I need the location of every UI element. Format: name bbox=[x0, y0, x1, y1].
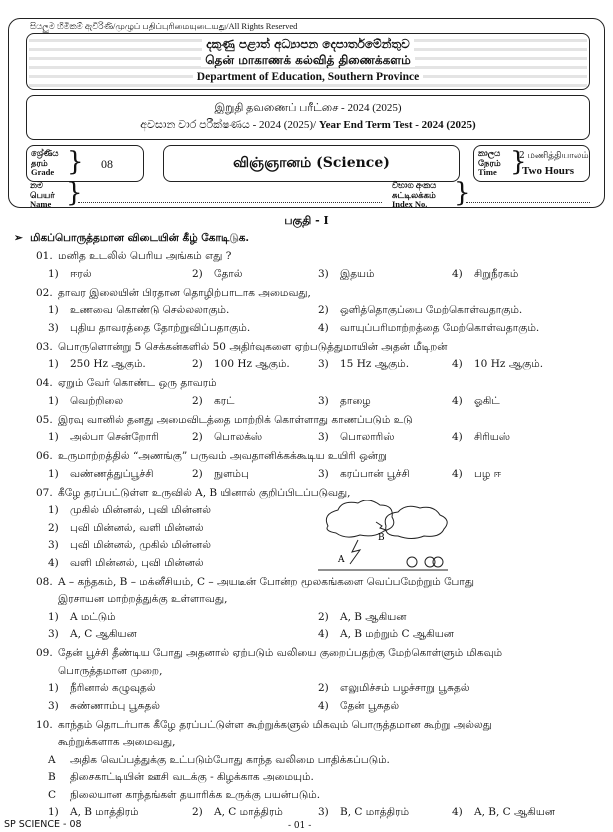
grade-label-si: ශ්‍රේණිය bbox=[31, 148, 59, 158]
option-number: 1) bbox=[48, 267, 59, 280]
question-text bbox=[36, 250, 231, 263]
dept-english: Department of Education, Southern Province bbox=[193, 71, 423, 83]
question-line: இரசாயன மாற்றத்துக்கு உள்ளாவது, bbox=[58, 593, 228, 605]
statement-text: அதிக வெப்பத்துக்கு உட்படும்போது காந்த வலிமை பாதிக்கப்படும். bbox=[70, 753, 390, 766]
statement-b bbox=[48, 771, 588, 784]
statement-a bbox=[48, 754, 588, 767]
options-row bbox=[48, 806, 588, 819]
option-number: 3) bbox=[318, 267, 329, 280]
option-number: 4) bbox=[452, 467, 463, 480]
option-text: சிரியஸ் bbox=[474, 431, 511, 443]
option-3[interactable] bbox=[318, 358, 452, 371]
option-number: 3) bbox=[48, 699, 59, 712]
dept-tamil-row bbox=[27, 53, 589, 69]
options-row bbox=[48, 611, 588, 624]
option-1[interactable] bbox=[48, 468, 192, 481]
option-number: 1) bbox=[48, 610, 59, 623]
options-row bbox=[48, 700, 588, 713]
option-number: 4) bbox=[318, 321, 329, 334]
option-number: 3) bbox=[318, 806, 329, 818]
question-text bbox=[36, 719, 492, 732]
option-text: 250 Hz ஆகும். bbox=[70, 358, 146, 370]
option-2[interactable] bbox=[48, 522, 320, 535]
option-text: ஓகிட் bbox=[474, 394, 500, 407]
option-text: A, C ஆகியன bbox=[70, 628, 137, 640]
question-line: தாவர இலையின் பிரதான தொழிற்பாடாக அமைவது, bbox=[58, 286, 311, 299]
question-text bbox=[36, 414, 413, 427]
brace: } bbox=[510, 147, 527, 177]
option-4[interactable] bbox=[318, 628, 588, 641]
option-text: சுண்ணாம்பு பூசுதல் bbox=[70, 699, 160, 712]
option-4[interactable] bbox=[452, 395, 582, 408]
time-label-ta: நேரம் bbox=[478, 157, 501, 168]
index-label-ta: சுட்டிலக்கம் bbox=[392, 189, 436, 200]
option-text: ஈரல் bbox=[70, 267, 92, 280]
question-text bbox=[36, 450, 387, 463]
option-number: 1) bbox=[48, 467, 59, 480]
option-number: 4) bbox=[318, 699, 329, 712]
option-text: A, B, C ஆகியன bbox=[474, 806, 556, 818]
option-text: வளி மின்னல், புவி மின்னல் bbox=[70, 556, 204, 569]
option-text: எலுமிச்சம் பழச்சாறு பூசுதல் bbox=[340, 682, 470, 694]
option-text: A, C மாத்திரம் bbox=[214, 806, 283, 818]
option-number: 3) bbox=[48, 539, 59, 551]
question-line: கீழே தரப்பட்டுள்ள உருவில் A, B யினால் குறிப்பிடப்படுவது, bbox=[58, 486, 351, 499]
option-4[interactable] bbox=[318, 322, 588, 335]
question-number: 06. bbox=[36, 450, 53, 462]
option-2[interactable] bbox=[318, 304, 588, 317]
option-text: 10 Hz ஆகும். bbox=[474, 358, 544, 370]
option-3[interactable] bbox=[48, 322, 318, 335]
footer-code: SP SCIENCE - 08 bbox=[4, 819, 82, 830]
option-number: 2) bbox=[192, 806, 203, 818]
brace: } bbox=[66, 178, 83, 208]
question-number: 01. bbox=[36, 250, 53, 262]
option-text: வெற்றிலை bbox=[70, 394, 124, 407]
option-text: B, C மாத்திரம் bbox=[340, 806, 410, 818]
subject-box: விஞ்ஞானம் (Science) bbox=[163, 145, 460, 182]
question-number: 10. bbox=[36, 718, 53, 731]
option-number: 2) bbox=[192, 431, 203, 443]
option-number: 4) bbox=[452, 806, 463, 818]
exam-box bbox=[26, 95, 590, 140]
option-4[interactable] bbox=[452, 431, 582, 444]
options-row bbox=[48, 682, 588, 695]
option-text: வாயுப்பரிமாற்றத்தை மேற்கொள்வதாகும். bbox=[340, 321, 540, 334]
grade-label-en: Grade bbox=[31, 167, 55, 177]
option-2[interactable] bbox=[192, 358, 318, 371]
option-1[interactable] bbox=[48, 611, 318, 624]
option-number: 2) bbox=[192, 267, 203, 280]
option-number: 2) bbox=[318, 682, 329, 694]
question-line: ஏறும் வேர் கொண்ட ஒரு தாவரம் bbox=[58, 377, 217, 389]
index-field[interactable] bbox=[466, 202, 590, 203]
option-number: 2) bbox=[192, 467, 203, 480]
dept-sinhala-row bbox=[27, 37, 589, 52]
option-text: நீரினால் கழுவுதல் bbox=[70, 682, 156, 694]
option-1[interactable] bbox=[48, 504, 320, 517]
dept-sinhala: දකුණු පළාත් අධ්‍යාපන දෙපාර්තමේන්තුව bbox=[202, 37, 414, 51]
question-number: 03. bbox=[36, 340, 53, 353]
time-labels bbox=[478, 149, 501, 178]
name-field[interactable] bbox=[78, 202, 382, 203]
option-number: 2) bbox=[318, 610, 329, 623]
option-number: 4) bbox=[48, 556, 59, 569]
question-line: மனித உடலில் பெரிய அங்கம் எது ? bbox=[58, 250, 232, 262]
question-line: இரவு வானில் தனது அமைவிடத்தை மாற்றிக் கொள்ளாது காணப்படும் உடு bbox=[58, 413, 413, 426]
option-text: புவி மின்னல், வளி மின்னல் bbox=[70, 521, 204, 534]
rights-notice: සියලුම හිමිකම් ඇවිරිණි/முழுப் பதிப்புரிமையுடையது/All Rights Reserved bbox=[30, 21, 298, 31]
question-number: 02. bbox=[36, 286, 53, 299]
statement-text: திசைகாட்டியின் ஊசி வடக்கு - கிழக்காக அமையும். bbox=[70, 771, 314, 783]
name-label-ta: பெயர் bbox=[30, 189, 55, 200]
exam-title-tamil: இறுதி தவணைப் பரீட்சை - 2024 (2025) bbox=[214, 102, 402, 114]
option-2[interactable] bbox=[318, 682, 588, 695]
statement-c bbox=[48, 789, 588, 802]
options-row bbox=[48, 322, 588, 335]
exam-title-row bbox=[27, 119, 589, 132]
grade-box bbox=[26, 145, 144, 182]
option-text: A, B ஆகியன bbox=[340, 610, 407, 623]
options-row bbox=[48, 468, 588, 481]
option-text: A, B மற்றும் C ஆகியன bbox=[340, 628, 454, 640]
exam-title-english: Year End Term Test - 2024 (2025) bbox=[318, 119, 476, 131]
time-value-english: Two Hours bbox=[522, 165, 575, 177]
question-line: கூற்றுக்களாக அமைவது, bbox=[58, 736, 176, 748]
option-text: உணவை கொண்டு செல்லலாகும். bbox=[70, 304, 230, 316]
option-number: 1) bbox=[48, 806, 59, 818]
option-number: 1) bbox=[48, 504, 59, 516]
options-row bbox=[48, 304, 588, 317]
options-row bbox=[48, 628, 588, 641]
option-text: புதிய தாவரத்தை தோற்றுவிப்பதாகும். bbox=[70, 321, 251, 334]
grade-label-ta: தரம் bbox=[31, 157, 48, 168]
section-title: பகுதி - I bbox=[284, 214, 329, 227]
option-2[interactable] bbox=[192, 395, 318, 408]
options-row bbox=[48, 358, 588, 371]
option-1[interactable] bbox=[48, 358, 192, 371]
question-number: 09. bbox=[36, 647, 53, 659]
instruction-text: மிகப்பொருத்தமான விடையின் கீழ் கோடிடுக. bbox=[30, 232, 250, 244]
dept-english-row bbox=[27, 71, 589, 83]
option-2[interactable] bbox=[192, 268, 318, 281]
option-2[interactable] bbox=[318, 611, 588, 624]
question-line: பொருளொன்று 5 செக்கன்களில் 50 அதிர்வுகளை ஏற்படுத்துமாயின் அதன் மீடிறன் bbox=[58, 340, 448, 353]
option-1[interactable] bbox=[48, 268, 192, 281]
option-text: தாழை bbox=[340, 394, 371, 407]
figure-label-a: A bbox=[338, 555, 345, 565]
option-number: 4) bbox=[452, 431, 463, 443]
question-line: காந்தம் தொடர்பாக கீழே தரப்பட்டுள்ள கூற்றுக்களுல் மிகவும் பொருத்தமான கூற்று அல்லது bbox=[58, 718, 492, 731]
question-number: 07. bbox=[36, 486, 53, 499]
option-number: 3) bbox=[48, 321, 59, 334]
option-text: சிறுநீரகம் bbox=[474, 267, 519, 280]
option-text: பொலக்ஸ் bbox=[214, 431, 263, 443]
index-label-si: විභාග අංකය bbox=[392, 180, 437, 190]
brace: } bbox=[454, 178, 471, 208]
option-2[interactable] bbox=[192, 468, 318, 481]
time-value-tamil: 2 மணித்தியாலம் bbox=[519, 151, 589, 161]
option-4[interactable] bbox=[452, 358, 582, 371]
option-text: ஒளித்தொகுப்பை மேற்கொள்வதாகும். bbox=[340, 304, 523, 316]
time-label-en: Time bbox=[478, 167, 497, 177]
option-4[interactable] bbox=[452, 806, 582, 819]
option-1[interactable] bbox=[48, 304, 318, 317]
option-number: 4) bbox=[452, 358, 463, 370]
option-number: 3) bbox=[318, 394, 329, 407]
index-label bbox=[392, 181, 436, 210]
option-number: 2) bbox=[318, 304, 329, 316]
option-text: முகில் மின்னல், புவி மின்னல் bbox=[70, 504, 211, 516]
option-4[interactable] bbox=[48, 557, 320, 570]
question-number: 05. bbox=[36, 413, 53, 426]
option-text: அல்பா சென்றோரி bbox=[70, 431, 159, 443]
brace: } bbox=[67, 147, 84, 177]
question-text bbox=[36, 341, 447, 354]
option-text: நுளம்பு bbox=[214, 467, 249, 480]
page-number: - 01 - bbox=[288, 821, 312, 831]
options-row bbox=[48, 431, 588, 444]
option-3[interactable] bbox=[318, 468, 452, 481]
option-text: 15 Hz ஆகும். bbox=[340, 358, 410, 370]
arrow-bullet-icon: ➢ bbox=[14, 232, 31, 244]
statement-key: B bbox=[48, 771, 56, 783]
question-text bbox=[58, 736, 175, 749]
option-number: 1) bbox=[48, 431, 59, 443]
option-4[interactable] bbox=[452, 468, 582, 481]
option-1[interactable] bbox=[48, 431, 192, 444]
question-number: 08. bbox=[36, 575, 53, 588]
option-number: 2) bbox=[192, 394, 203, 407]
option-1[interactable] bbox=[48, 395, 192, 408]
option-text: வண்ணத்துப்பூச்சி bbox=[70, 467, 154, 480]
question-line: உருமாற்றத்தில் “அணங்கு” பருவம் அவதானிக்கக்கூடிய உயிரி ஒன்று bbox=[58, 450, 387, 462]
statement-key: C bbox=[48, 788, 57, 801]
question-line: தேன் பூச்சி தீண்டிய போது அதனால் ஏற்படும் வலியை குறைப்பதற்கு மேற்கொள்ளும் மிகவும் bbox=[58, 647, 503, 659]
option-3[interactable] bbox=[48, 539, 320, 552]
option-number: 4) bbox=[452, 394, 463, 407]
grade-labels bbox=[31, 149, 59, 178]
option-number: 4) bbox=[318, 628, 329, 640]
option-number: 2) bbox=[48, 521, 59, 534]
question-line: பொருத்தமான முறை, bbox=[58, 664, 163, 677]
question-text bbox=[58, 665, 162, 678]
time-label-si: කාලය bbox=[478, 148, 501, 158]
name-label-si: නම bbox=[30, 180, 44, 190]
question-text bbox=[36, 287, 311, 300]
statement-key: A bbox=[48, 753, 56, 766]
option-text: A, B மாத்திரம் bbox=[70, 806, 139, 818]
option-3[interactable] bbox=[48, 700, 318, 713]
option-text: தோல் bbox=[214, 267, 243, 280]
option-text: கரப்பான் பூச்சி bbox=[340, 467, 410, 480]
question-text bbox=[36, 377, 217, 390]
option-4[interactable] bbox=[452, 268, 582, 281]
option-text: தேன் பூசுதல் bbox=[340, 699, 400, 712]
time-box bbox=[473, 145, 590, 182]
lightning-figure bbox=[318, 500, 458, 574]
option-3[interactable] bbox=[318, 395, 452, 408]
name-label bbox=[30, 181, 55, 210]
option-4[interactable] bbox=[318, 700, 588, 713]
grade-value: 08 bbox=[101, 157, 113, 171]
question-line: A – கந்தகம், B – மக்னீசியம், C – அயடீன் போன்ற மூலகங்களை வெப்பமேற்றும் போது bbox=[58, 575, 474, 588]
option-3[interactable] bbox=[48, 628, 318, 641]
question-text bbox=[36, 576, 474, 589]
index-label-en: Index No. bbox=[392, 199, 428, 209]
option-number: 3) bbox=[48, 628, 59, 640]
dept-tamil: தென் மாகாணக் கல்வித் திணைக்களம் bbox=[201, 53, 415, 67]
option-text: புவி மின்னல், முகில் மின்னல் bbox=[70, 539, 211, 551]
department-box bbox=[26, 33, 590, 90]
name-label-en: Name bbox=[30, 199, 52, 209]
option-text: பழ ஈ bbox=[474, 467, 502, 480]
option-number: 1) bbox=[48, 682, 59, 694]
option-number: 2) bbox=[192, 358, 203, 370]
option-text: பொலாரிஸ் bbox=[340, 431, 395, 443]
option-2[interactable] bbox=[192, 806, 318, 819]
figure-label-b: B bbox=[378, 533, 385, 543]
option-3[interactable] bbox=[318, 806, 452, 819]
option-number: 3) bbox=[318, 358, 329, 370]
option-number: 3) bbox=[318, 467, 329, 480]
option-number: 1) bbox=[48, 304, 59, 316]
question-number: 04. bbox=[36, 377, 53, 389]
option-number: 3) bbox=[318, 431, 329, 443]
option-1[interactable] bbox=[48, 682, 318, 695]
option-text: கரட் bbox=[214, 394, 235, 407]
option-number: 1) bbox=[48, 394, 59, 407]
option-number: 4) bbox=[452, 267, 463, 280]
option-text: இதயம் bbox=[340, 267, 375, 280]
option-1[interactable] bbox=[48, 806, 192, 819]
statement-text: நிலையான காந்தங்கள் தயாரிக்க உருக்கு பயன்படும். bbox=[70, 788, 321, 801]
exam-title-sinhala: අවසාන වාර පරීක්ෂණය - 2024 (2025)/ bbox=[140, 119, 319, 131]
options-row bbox=[48, 395, 588, 408]
options-row bbox=[48, 268, 588, 281]
option-2[interactable] bbox=[192, 431, 318, 444]
option-3[interactable] bbox=[318, 431, 452, 444]
instruction bbox=[14, 232, 249, 245]
question-text bbox=[36, 487, 350, 500]
option-number: 1) bbox=[48, 358, 59, 370]
option-text: A மட்டும் bbox=[70, 610, 116, 623]
option-text: 100 Hz ஆகும். bbox=[214, 358, 290, 370]
option-3[interactable] bbox=[318, 268, 452, 281]
question-text bbox=[58, 593, 227, 606]
question-text bbox=[36, 647, 502, 660]
